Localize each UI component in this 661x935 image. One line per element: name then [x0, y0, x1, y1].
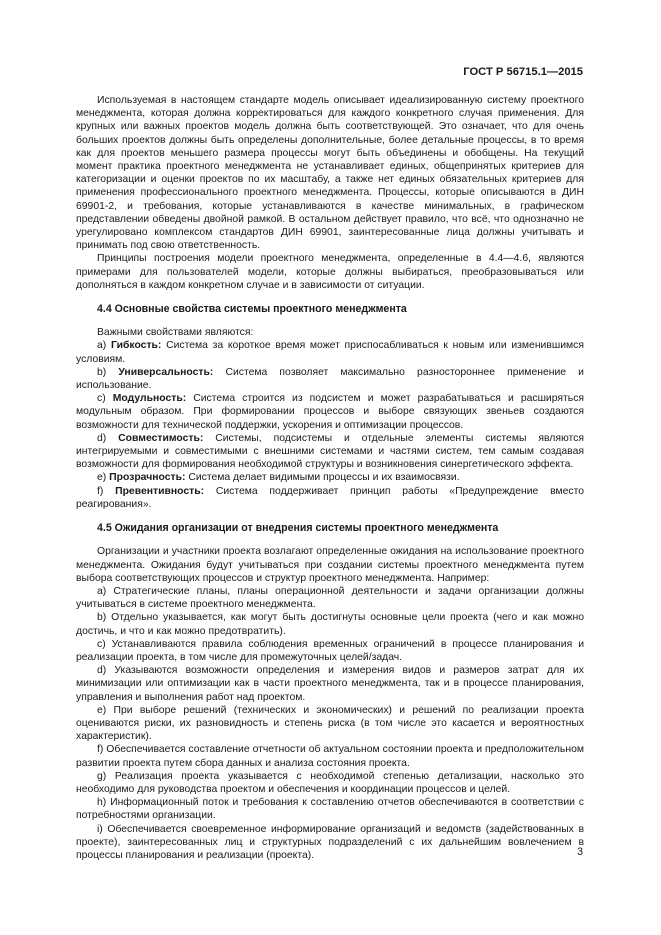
document-id-header: ГОСТ Р 56715.1—2015 — [463, 66, 583, 78]
section-heading-4-5: 4.5 Ожидания организации от внедрения системы проектного менеджмента — [97, 522, 499, 535]
list-item: а) Стратегические планы, планы операционной деятельности и задачи организации должны учитываться в системе проектного менеджмента. — [76, 585, 584, 611]
intro-paragraph: Используемая в настоящем стандарте модель описывает идеализированную систему проектного менеджмента, которая должна корректироваться для каждого конкретного случая применения. Для крупных или важных проектов модель должна быть соответствующей. Это означает, что для очень больших проектов должны быть определены дополнительные, более детальные процессы, в то время как для проектов меньшего размера процессы могут быть объединены и обобщены. На текущий момент практика проектного менеджмента не устанавливает единых, общепринятых критериев для категоризации и оценки проектов по их масштабу, а также нет единых обязательных критериев для применения профессионального проектного менеджмента. Процессы, которые описываются в ДИН 69901-2, и требования, которые устанавливаются в качестве минимальных, в графическом представлении обведены двойной рамкой. В остальном действует правило, что всё, что однозначно не урегулировано комплексом стандартов ДИН 69901, заинтересованные лица должны учитывать и принимать под свою ответственность. — [76, 95, 584, 252]
intro-paragraph: Принципы построения модели проектного менеджмента, определенные в 4.4—4.6, являются примерами для пользователей модели, которые должны выбираться, преобразовываться или дополняться в каждом конкретном случае и в зависимости от ситуации. — [76, 253, 584, 291]
section-lead: Важными свойствами являются: — [97, 327, 254, 339]
list-item: b) Отдельно указывается, как могут быть достигнуты основные цели проекта (чего и как можно достичь, и что и как можно предотвратить). — [76, 612, 584, 637]
list-item: d) Указываются возможности определения и измерения видов и размеров затрат для их минимизации или оптимизации как в части проектного менеджмента, так и в процессе планирования, управления и выполнения работ над проектом. — [76, 665, 584, 703]
list-item: h) Информационный поток и требования к составлению отчетов обеспечиваются в соответствии с потребностями организации. — [76, 797, 584, 822]
list-item: с) Устанавливаются правила соблюдения временных ограничений в процессе планирования и реализации проекта, в том числе для промежуточных целей/задач. — [76, 638, 584, 663]
list-item: а) Гибкость: Система за короткое время может приспосабливаться к новым или изменившимся условиям. — [76, 340, 584, 365]
term-label: Превентивность: — [115, 485, 205, 497]
list-item: b) Универсальность: Система позволяет максимально разностороннее применение и использование. — [76, 366, 584, 392]
term-label: Модульность: — [112, 393, 187, 405]
section-heading-4-4: 4.4 Основные свойства системы проектного менеджмента — [97, 303, 407, 316]
list-item: с) Модульность: Система строится из подсистем и может разрабатываться и расширяться модульным образом. При формировании процессов и выборе связующих звеньев создаются возможности для технической поддержки, ускорения и оптимизации процессов. — [76, 393, 585, 431]
term-label: Прозрачность: — [109, 472, 186, 484]
list-item: е) Прозрачность: Система делает видимыми процессы и их взаимосвязи. — [97, 472, 460, 484]
list-item: d) Совместимость: Системы, подсистемы и отдельные элементы системы являются интегрируемыми и совместимыми с внешними системами и частями систем, тем самым создавая возможности для формирования необходимой структуры и возникновения синергетического эффекта. — [76, 432, 584, 471]
list-item: f) Обеспечивается составление отчетности об актуальном состоянии проекта и предположительном развитии проекта путем сбора данных и анализа состояния проекта. — [76, 744, 584, 769]
list-item: е) При выборе решений (технических и экономических) и решений по реализации проекта оцениваются риски, их разновидность и степень риска (в том числе это касается и вероятностных характеристик). — [76, 704, 584, 743]
term-label: Гибкость: — [110, 340, 162, 352]
term-label: Совместимость: — [118, 432, 204, 444]
page-number: 3 — [577, 846, 583, 858]
term-label: Универсальность: — [118, 366, 214, 378]
list-item: i) Обеспечивается своевременное информирование организаций и ведомств (задействованных в проекте), заинтересованных лиц и структурных подразделений с их дальнейшим вовлечением в процессы планирования и реализации (проекта). — [76, 823, 584, 861]
section-lead: Организации и участники проекта возлагают определенные ожидания на использование проектного менеджмента. Ожидания будут учитываться при создании системы проектного менеджмента путем выбора соответствующих процессов и структур проектного менеджмента. Например: — [76, 546, 584, 584]
list-item: g) Реализация проекта указывается с необходимой степенью детализации, насколько это необходимо для руководства проектом и обеспечения и координации процессов и целей. — [76, 770, 584, 795]
list-item: f) Превентивность: Система поддерживает принцип работы «Предупреждение вместо реагирования». — [76, 485, 585, 510]
document-body — [76, 94, 584, 862]
